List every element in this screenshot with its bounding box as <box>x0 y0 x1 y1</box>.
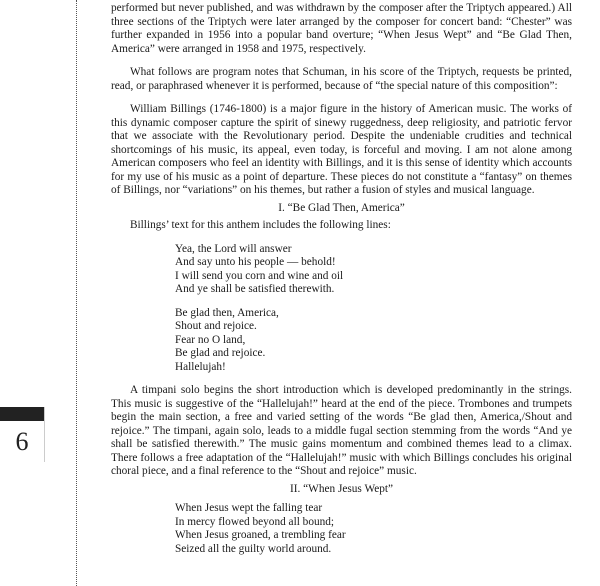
verse-line: When Jesus wept the falling tear <box>175 502 323 514</box>
page-tab-marker <box>0 407 44 421</box>
paragraph-4: Billings’ text for this anthem includes the following lines: <box>130 219 391 231</box>
paragraph-1: performed but never published, and was withdrawn by the composer after the Triptych appeared.) All three sections of the Triptych were later arranged by the composer for concert band: “Chester” was further expanded in 1956 into a popular band overture; “When Jesus Wept” and “Be Glad Then, America” were arranged in 1958 and 1975, respectively. <box>111 2 572 55</box>
page-number-divider <box>44 407 45 462</box>
page-number: 6 <box>15 427 29 456</box>
verse-line: In mercy flowed beyond all bound; <box>175 515 335 528</box>
verse-line: And say unto his people — behold! <box>175 256 336 268</box>
verse-line: Hallelujah! <box>175 360 226 373</box>
verse-line: Seized all the guilty world around. <box>175 542 332 555</box>
verse-line: I will send you corn and wine and oil <box>175 269 344 282</box>
paragraph-5: A timpani solo begins the short introduction which is developed predominantly in the strings. This music is suggestive of the “Hallelujah!” heard at the end of the piece. Trombones and trumpets begin the main section, a free and varied setting of the words “Be glad then, America,/Shout and rejoice.” The timpani, again solo, leads to a middle fugal section stemming from the words “And ye shall be satisfied therewith.” The music gains momentum and combined themes lead to a climax. There follows a free adaptation of the “Hallelujah!” music with which Billings concludes his original choral piece, and a final reference to the “Shout and rejoice” music. <box>111 384 572 477</box>
verse-line: When Jesus groaned, a trembling fear <box>175 529 346 541</box>
section-heading-1: I. “Be Glad Then, America” <box>278 201 405 214</box>
verse-stanza-1 <box>175 243 572 297</box>
body-text <box>111 2 572 556</box>
verse-line: Yea, the Lord will answer <box>175 242 292 255</box>
margin-dotted-rule <box>76 0 77 586</box>
paragraph-2: What follows are program notes that Schuman, in his score of the Triptych, requests be printed, read, or paraphrased whenever it is performed, because of “the special nature of this composition”: <box>111 66 572 92</box>
paragraph-3: William Billings (1746-1800) is a major figure in the history of American music. The works of this dynamic composer capture the spirit of sinewy ruggedness, deep religiosity, and patriotic fervor that we associate with the Revolutionary period. Despite the undeniable crudities and technical shortcomings of his music, its appeal, even today, is forceful and moving. I am not alone among American composers who feel an identity with Billings, and it is this sense of identity which accounts for my use of his music as a point of departure. These pieces do not constitute a “fantasy” on themes of Billings, nor “variations” on his themes, but rather a fusion of styles and musical language. <box>111 103 572 196</box>
verse-stanza-3 <box>175 502 572 556</box>
verse-line: Be glad and rejoice. <box>175 347 266 359</box>
verse-line: Fear no O land, <box>175 333 246 346</box>
verse-line: And ye shall be satisfied therewith. <box>175 283 335 295</box>
verse-line: Shout and rejoice. <box>175 320 257 332</box>
verse-line: Be glad then, America, <box>175 306 279 319</box>
section-heading-2: II. “When Jesus Wept” <box>289 482 394 495</box>
verse-stanza-2 <box>175 307 572 375</box>
